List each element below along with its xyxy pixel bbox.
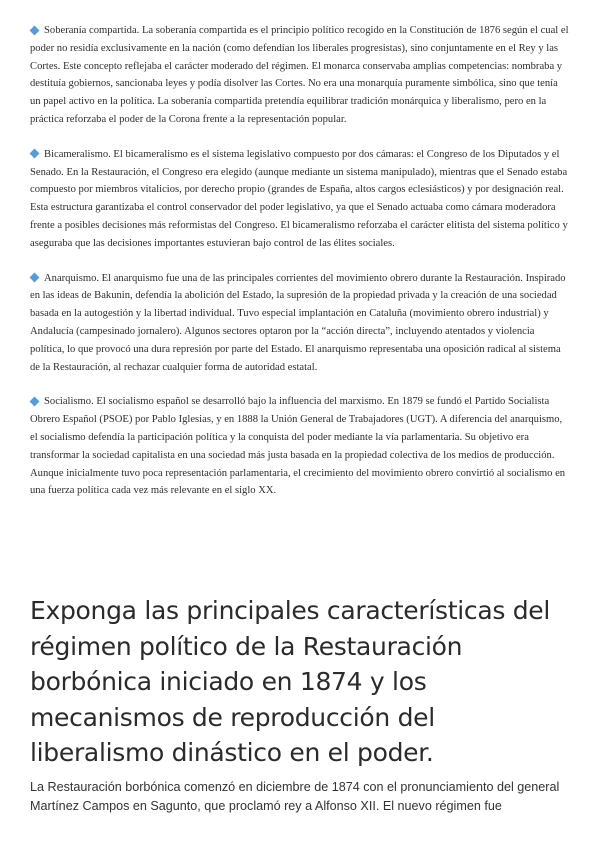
- definition-socialismo: [30, 393, 570, 500]
- answer-paragraph: La Restauración borbónica comenzó en diciembre de 1874 con el pronunciamiento del general Martínez Campos en Sagunto, que proclamó rey a Alfonso XII. El nuevo régimen fue: [30, 780, 560, 813]
- question-heading: Exponga las principales características del régimen político de la Restauración borbónica iniciado en 1874 y los mecanismos de reproducción del liberalismo dinástico en el poder.: [30, 596, 551, 767]
- definition-text: Soberanía compartida. La soberanía compartida es el principio político recogido en la Constitución de 1876 según el cual el poder no residía exclusivamente en la nación (como defendían los liberales progresistas), sino conjuntamente en el Rey y las Cortes. Este concepto reflejaba el carácter moderado del régimen. El monarca conservaba amplias competencias: nombraba y destituía gobiernos, sancionaba leyes y podía disolver las Cortes. No era una monarquía puramente simbólica, sino que tenía un papel activo en la política. La soberanía compartida pretendía equilibrar tradición monárquica y liberalismo, pero en la práctica reforzaba el poder de la Corona frente a la representación popular.: [30, 25, 569, 125]
- definition-bicameralismo: [30, 146, 570, 253]
- diamond-bullet-icon: [30, 273, 40, 283]
- definition-soberania: [30, 22, 570, 129]
- definition-text: Socialismo. El socialismo español se desarrolló bajo la influencia del marxismo. En 1879 se fundó el Partido Socialista Obrero Español (PSOE) por Pablo Iglesias, y en 1888 la Unión General de Trabajadores (UGT). A diferencia del anarquismo, el socialismo defendía la participación política y la conquista del poder mediante la vía parlamentaria. Su objetivo era transformar la sociedad capitalista en una sociedad más justa basada en la propiedad colectiva de los medios de producción. Aunque inicialmente tuvo poca representación parlamentaria, el crecimiento del movimiento obrero convirtió al socialismo en una fuerza política cada vez más relevante en el siglo XX.: [30, 396, 566, 497]
- definition-text: Bicameralismo. El bicameralismo es el sistema legislativo compuesto por dos cámaras: el Congreso de los Diputados y el Senado. En la Restauración, el Congreso era elegido (aunque mediante un sistema manipulado), mientras que el Senado estaba compuesto por miembros vitalicios, por derecho propio (grandes de España, altos cargos eclesiásticos) y por designación real. Esta estructura garantizaba el control conservador del poder legislativo, ya que el Senado actuaba como cámara moderadora frente a posibles decisiones más reformistas del Congreso. El bicameralismo reforzaba el carácter elitista del sistema político y aseguraba que las decisiones importantes estuvieran bajo control de las élites sociales.: [30, 148, 568, 249]
- definition-anarquismo: [30, 270, 570, 377]
- definition-text: Anarquismo. El anarquismo fue una de las principales corrientes del movimiento obrero durante la Restauración. Inspirado en las ideas de Bakunin, defendía la abolición del Estado, la supresión de la propiedad privada y la creación de una sociedad basada en la autogestión y la libertad individual. Tuvo especial implantación en Cataluña (movimiento obrero industrial) y Andalucía (campesinado jornalero). Algunos sectores optaron por la “acción directa”, incluyendo atentados y violencia política, lo que provocó una dura represión por parte del Estado. El anarquismo representaba una oposición radical al sistema de la Restauración, al rechazar cualquier forma de autoridad estatal.: [30, 272, 566, 373]
- diamond-bullet-icon: [30, 149, 40, 159]
- diamond-bullet-icon: [30, 25, 40, 35]
- diamond-bullet-icon: [30, 396, 40, 406]
